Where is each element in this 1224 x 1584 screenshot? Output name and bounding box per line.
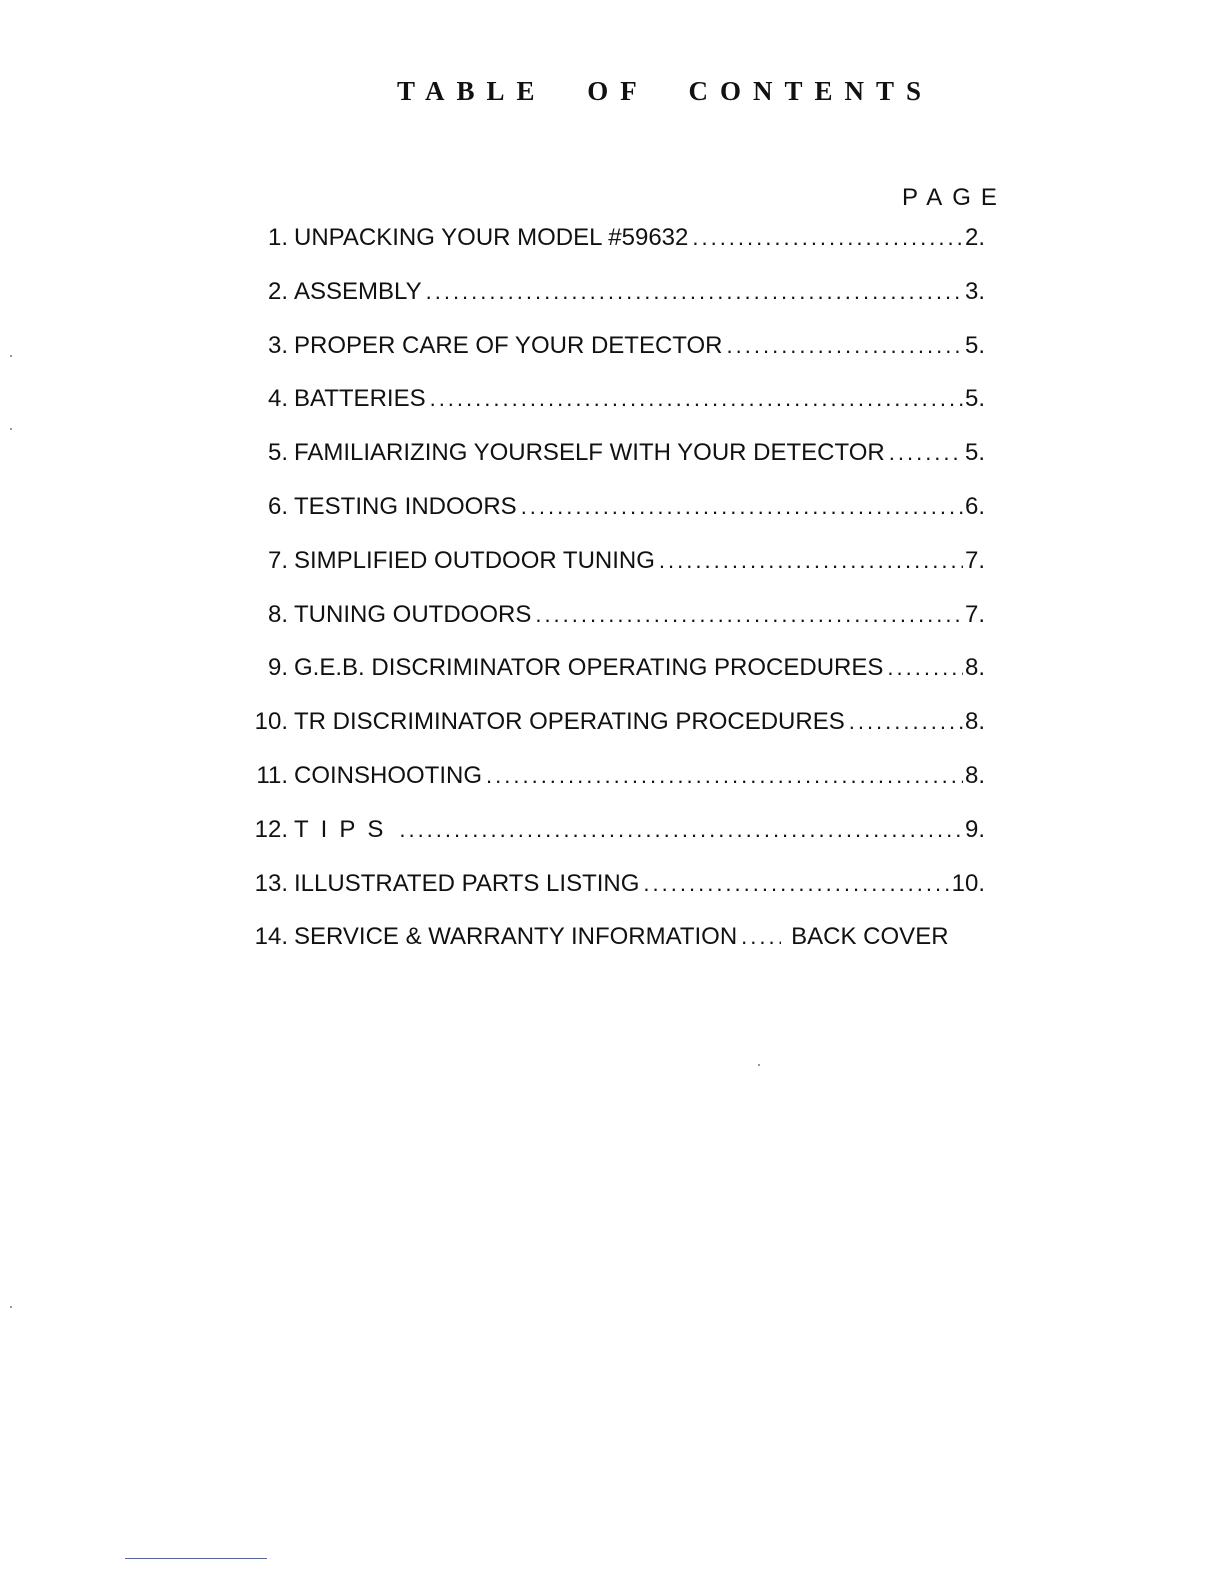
- toc-entry-page: 5.: [964, 439, 985, 467]
- toc-dot-leader: [849, 704, 963, 740]
- toc-dot-leader: [727, 328, 963, 364]
- toc-entry-number: 3.: [267, 331, 288, 359]
- toc-dot-leader: [643, 866, 949, 902]
- scan-speck: [10, 428, 12, 430]
- toc-entry: [240, 758, 985, 812]
- toc-entry-number: 13.: [254, 869, 288, 897]
- toc-entry-title: TUNING OUTDOORS: [294, 600, 532, 628]
- toc-entry-page: 8.: [964, 654, 985, 682]
- toc-dot-leader: [741, 919, 781, 955]
- toc-dot-leader: [430, 381, 963, 417]
- scan-speck: [10, 355, 12, 357]
- toc-entry: [240, 919, 985, 973]
- toc-entry-title: SIMPLIFIED OUTDOOR TUNING: [294, 546, 655, 574]
- toc-entry: [240, 435, 985, 489]
- toc-entry-page: 5.: [964, 331, 985, 359]
- toc-entry-number: 4.: [267, 385, 288, 413]
- toc-dot-leader: [887, 650, 963, 686]
- toc-entry: [240, 650, 985, 704]
- toc-entry-page: 10.: [951, 869, 985, 897]
- toc-entry: [240, 704, 985, 758]
- toc-entry-page: 9.: [964, 815, 985, 843]
- toc-entry: [240, 220, 985, 274]
- toc-entry: [240, 328, 985, 382]
- toc-entry: [240, 597, 985, 651]
- toc-entry-title: PROPER CARE OF YOUR DETECTOR: [294, 331, 723, 359]
- page-title: TABLE OF CONTENTS: [396, 76, 934, 106]
- toc-entry-page: 7.: [964, 600, 985, 628]
- toc-entry-page: 2.: [964, 224, 985, 251]
- toc-entry-page: 8.: [964, 708, 985, 736]
- bottom-rule: [125, 1558, 267, 1559]
- toc-entry-title: TIPS: [294, 815, 396, 843]
- toc-entry-page: BACK COVER: [791, 923, 949, 951]
- toc-entry-title: FAMILIARIZING YOURSELF WITH YOUR DETECTOR: [294, 439, 885, 467]
- toc-entry: [240, 489, 985, 543]
- toc-dot-leader: [521, 489, 963, 525]
- toc-entry-number: 2.: [267, 277, 288, 305]
- toc-dot-leader: [889, 435, 963, 471]
- toc-entry-page: 7.: [964, 546, 985, 574]
- scan-speck: [758, 1064, 760, 1066]
- toc-entry-number: 7.: [267, 546, 288, 574]
- toc-entry: [240, 812, 985, 866]
- toc-entry-number: 12.: [254, 815, 288, 843]
- toc-entry-number: 1.: [267, 224, 288, 251]
- toc-entry-number: 11.: [256, 761, 288, 789]
- toc-entry-number: 9.: [267, 654, 288, 682]
- toc-dot-leader: [399, 812, 963, 848]
- toc-entry-title: G.E.B. DISCRIMINATOR OPERATING PROCEDURES: [294, 654, 884, 682]
- toc-dot-leader: [659, 543, 963, 579]
- toc-entry-title: COINSHOOTING: [294, 761, 483, 789]
- toc-entry-page: 8.: [964, 761, 985, 789]
- toc-entry-title: BATTERIES: [294, 385, 426, 413]
- toc-entry-number: 5.: [267, 439, 288, 467]
- scan-speck: [10, 1306, 12, 1308]
- toc-entry-title: TESTING INDOORS: [294, 492, 517, 520]
- toc-entry-title: ILLUSTRATED PARTS LISTING: [294, 869, 640, 897]
- toc-entry-number: 10.: [254, 708, 288, 736]
- toc-dot-leader: [486, 758, 963, 794]
- toc-entry: [240, 543, 985, 597]
- toc-entry-title: SERVICE & WARRANTY INFORMATION: [294, 923, 738, 951]
- toc-entry: [240, 274, 985, 328]
- toc-entry: [240, 381, 985, 435]
- page-column-header: PAGE: [902, 184, 1007, 211]
- toc-entry-title: ASSEMBLY: [294, 277, 422, 305]
- toc-dot-leader: [426, 274, 963, 310]
- toc-entry-page: 5.: [964, 385, 985, 413]
- toc-entry-number: 14.: [254, 923, 288, 951]
- toc-list: [240, 220, 985, 973]
- toc-entry-number: 6.: [267, 492, 288, 520]
- toc-entry-title: UNPACKING YOUR MODEL #59632: [294, 224, 689, 251]
- toc-entry-page: 6.: [964, 492, 985, 520]
- toc-entry-title: TR DISCRIMINATOR OPERATING PROCEDURES: [294, 708, 845, 736]
- toc-dot-leader: [535, 597, 963, 633]
- toc-entry-number: 8.: [267, 600, 288, 628]
- toc-dot-leader: [692, 220, 963, 256]
- toc-entry: [240, 866, 985, 920]
- toc-entry-page: 3.: [964, 277, 985, 305]
